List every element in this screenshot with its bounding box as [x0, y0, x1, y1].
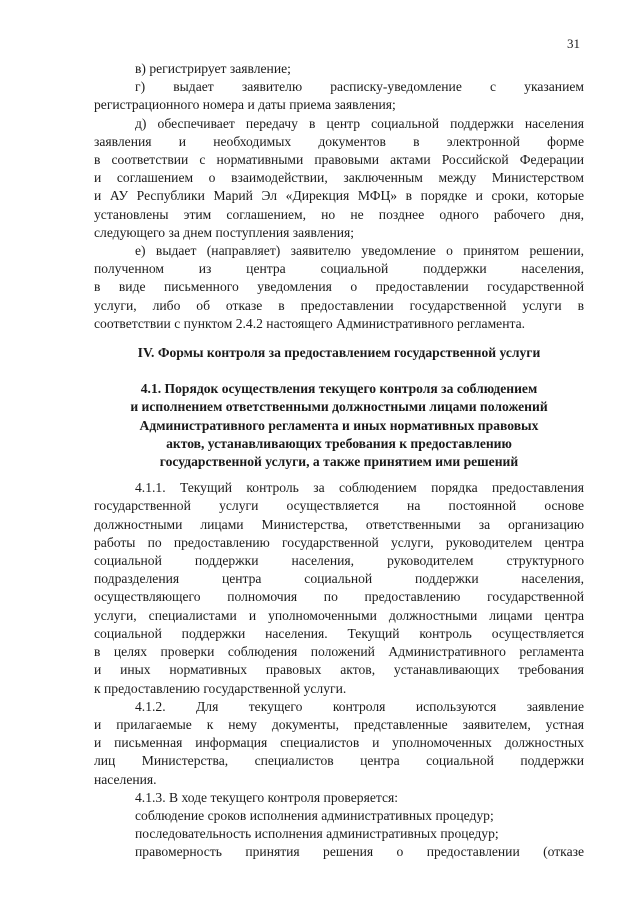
subsection-heading-line: государственной услуги, а также принятием ими решений: [159, 454, 519, 470]
text-line: работы по предоставлению государственной услуги, руководителем центра: [94, 534, 584, 550]
text-line: д) обеспечивает передачу в центр социальной поддержки населения: [135, 115, 584, 131]
text-line: услуги, специалистами и уполномоченными должностными лицами центра: [94, 607, 584, 623]
text-line: последовательность исполнения административных процедур;: [135, 826, 499, 842]
text-line: к предоставлению государственной услуги.: [94, 680, 347, 696]
text-line: и соглашением о взаимодействии, заключенным между Министерством: [94, 170, 584, 186]
text-line: социальной поддержки населения, руководителем структурного: [94, 553, 584, 569]
text-line: в) регистрирует заявление;: [135, 61, 291, 76]
subsection-heading-line: актов, устанавливающих требования к предоставлению: [166, 435, 512, 451]
text-line: регистрационного номера и даты приема заявления;: [94, 97, 396, 113]
text-line: в соответствии с нормативными правовыми актами Российской Федерации: [94, 152, 584, 168]
text-line: услуги, либо об отказе в предоставлении государственной услуги в: [94, 297, 584, 313]
text-line: и АУ Республики Марий Эл «Дирекция МФЦ» в порядке и сроки, которые: [94, 188, 584, 204]
text-line: установлены этим соглашением, но не позднее одного рабочего дня,: [94, 206, 584, 222]
subsection-heading-line: 4.1. Порядок осуществления текущего контроля за соблюдением: [140, 381, 538, 397]
text-line: 4.1.2. Для текущего контроля используются заявление: [135, 698, 584, 714]
text-line: и письменная информация специалистов и уполномоченных должностных: [94, 735, 584, 751]
text-line: соблюдение сроков исполнения административных процедур;: [135, 807, 494, 823]
subsection-heading: [94, 380, 584, 471]
text-line: 4.1.3. В ходе текущего контроля проверяется:: [135, 789, 399, 805]
text-line: лиц Министерства, специалистов центра социальной поддержки: [94, 753, 584, 769]
text-line: заявления и необходимых документов в электронной форме: [94, 133, 584, 149]
text-line: правомерность принятия решения о предоставлении (отказе: [135, 844, 584, 860]
text-line: г) выдает заявителю расписку-уведомление с указанием: [135, 79, 584, 95]
text-line: полученном из центра социальной поддержки населения,: [94, 261, 584, 277]
subsection-heading-line: и исполнением ответственными должностными лицами положений: [130, 399, 548, 415]
page-number: 31: [567, 36, 580, 51]
text-line: 4.1.1. Текущий контроль за соблюдением порядка предоставления: [135, 480, 584, 496]
text-line: в целях проверки соблюдения положений Административного регламента: [94, 644, 584, 660]
text-line: государственной услуги осуществляется на постоянной основе: [94, 498, 584, 514]
text-line: должностными лицами Министерства, ответственными за организацию: [94, 516, 584, 532]
text-line: населения.: [94, 771, 157, 787]
text-line: подразделения центра социальной поддержки населения,: [94, 571, 584, 587]
text-line: в виде письменного уведомления о предоставлении государственной: [94, 279, 584, 295]
page-content: [94, 60, 584, 862]
text-line: осуществляющего полномочия по предоставлению государственной: [94, 589, 584, 605]
text-line: социальной поддержки населения. Текущий контроль осуществляется: [94, 625, 584, 641]
subsection-heading-line: Административного регламента и иных нормативных правовых: [139, 417, 539, 433]
text-line: и прилагаемые к нему документы, представленные заявителем, устная: [94, 716, 584, 732]
text-line: е) выдает (направляет) заявителю уведомление о принятом решении,: [135, 243, 584, 259]
section-heading: IV. Формы контроля за предоставлением государственной услуги: [137, 345, 541, 361]
text-line: следующего за днем поступления заявления;: [94, 224, 355, 240]
text-line: и иных нормативных правовых актов, устанавливающих требования: [94, 662, 584, 678]
text-line: соответствии с пунктом 2.4.2 настоящего Административного регламента.: [94, 315, 526, 331]
